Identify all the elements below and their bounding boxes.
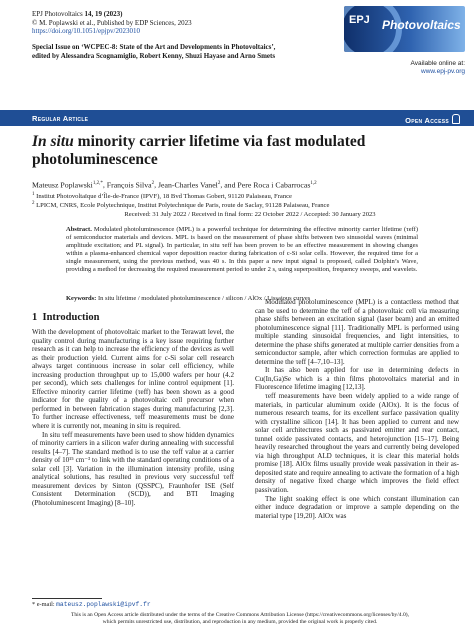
abstract-text: Modulated photoluminescence (MPL) is a powerful technique for determining the effective minority carrier lifetime (τeff) of semiconductor materials and devices. MPL is based on the measurement of phase shifts between two sinusoidal waves (minimal amplitude excitation; and PL signal). In particular, in situ τeff has been proven to be an effective measurement in showing changes within a plasma-enhanced chemical vapor deposition reactor during fabrication of c-Si solar cells. However, the required time for a single measurement, using the previous method, was 40 s. In this paper a new input signal is proposed, called Dolphin’s Wave, providing a method for decreasing the required measurement period to under 2 s, using superposition, frequency sweeps, and wavelets. <box>66 226 418 274</box>
author-2: , François Silva <box>102 180 152 190</box>
right-paragraph-2: It has also been applied for use in determining defects in Cu(In,Ga)Se which is a thin films photovoltaics material and in Fluorescence lifetime imaging [12,13]. <box>255 366 459 392</box>
footnote <box>32 601 151 608</box>
right-paragraph-4: The light soaking effect is one which constant illumination can either induce degradation or improve a sample depending on the material type [19,20]. AlOx was <box>255 494 459 520</box>
affiliation-2-number: 2 <box>32 201 35 206</box>
doi-link[interactable]: https://doi.org/10.1051/epjpv/2023010 <box>32 27 140 36</box>
title-main-part: minority carrier lifetime via fast modulated photoluminescence <box>32 133 366 168</box>
copyright-line: © M. Poplawski et al., Published by EDP Sciences, 2023 <box>32 18 192 27</box>
affiliation-1-number: 1 <box>32 192 35 197</box>
right-paragraph-3: τeff measurements have been widely applied to a wide range of materials, in particular aluminum oxide (AlOx). It is the focus of numerous research teams, for its excellent surface passivation quality with crystalline silicon [14]. It has been applied to current and new solar cell architectures such as passivated emitter and rear contact, tunnel oxide passivated contacts, and heterojunction [15–17]. Being heavily researched throughout the years and currently being developed via high throughput ALD techniques, it is clear this material holds promise [18]. AlOx films usually provide weak passivation in their as-deposited state and require annealing to activate the formation of a high density of negative fixed charge which improves the field effect passivation. <box>255 392 459 495</box>
author-list <box>32 179 452 190</box>
journal-header <box>32 10 332 36</box>
left-paragraph-1: With the development of photovoltaic market to the Terawatt level, the quality control during manufacturing is a key issue requiring further research as it can help to increase the efficiency of the devices as well as their production yield. Current aims for c-Si solar cell research always target continuous increase in solar cell efficiency, while increasing production throughput up to 15,000 wafers per hour (4.2 per second), which sets challenges for inline control equipment [1]. Effective minority carrier lifetime (τeff) has been shown as a good indicator for the quality of a photovoltaic cell precursor when performed in between fabrication stages during manufacturing [2,3]. To further increase effectiveness, τeff measurements must be done where it is currently not, meaning in situ is required. <box>32 328 234 431</box>
right-column <box>255 298 459 520</box>
left-column <box>32 328 234 507</box>
author-2-sup: 2 <box>151 181 155 186</box>
author-email-link[interactable]: mateusz.poplawski@ipvf.fr <box>56 601 151 608</box>
keywords-text: In situ lifetime / modulated photoluminescence / silicon / AlOx / Lissajous curves <box>96 295 311 302</box>
special-issue-block <box>32 43 352 60</box>
affiliation-2-text: LPICM, CNRS, Ecole Polytechnique, Institut Polytechnique de Paris, route de Saclay, 91128 Palaiseau, France <box>36 202 330 210</box>
logo-title-text: Photovoltaics <box>382 18 461 32</box>
section-heading <box>32 312 100 323</box>
regular-article-label: Regular Article <box>32 114 89 123</box>
footnote-marker: * <box>32 601 36 608</box>
author-1: Mateusz Poplawski <box>32 180 93 190</box>
author-4-sup: 1,2 <box>310 181 317 186</box>
left-paragraph-2: In situ τeff measurements have been used to show hidden dynamics of minority carriers in a silicon wafer during annealing with successful results [4–7]. The standard method is to use the τeff value at a carrier density of 10¹⁵ cm⁻³ to link with the standard operating conditions of a solar cell [3]. Variation in the illumination intensity profile, using analytical solutions, has resulted in previous very successful τeff measurement devices by Sinton (QSSPC), Fraunhofer ISE (Self Consistent Determination (SCD)), and BTI Imaging (Photoluminescent Imaging) [8–10]. <box>32 430 234 507</box>
open-lock-icon <box>452 114 460 124</box>
author-1-sup: 1,2,* <box>92 181 103 186</box>
author-4: , and Pere Roca i Cabarrocas <box>220 180 311 190</box>
abstract <box>66 226 418 275</box>
license-line-2: which permits unrestricted use, distribution, and reproduction in any medium, provided the original work is properly cited. <box>102 619 378 625</box>
logo-epj-text: EPJ <box>349 14 370 26</box>
journal-logo[interactable] <box>344 6 465 52</box>
open-access-label <box>405 114 460 125</box>
article-type-banner <box>0 110 474 126</box>
special-issue-line: Special Issue on ‘WCPEC-8: State of the Art and Developments in Photovoltaics’, <box>32 43 276 51</box>
footnote-rule <box>32 598 102 599</box>
right-paragraph-1: Modulated photoluminescence (MPL) is a contactless method that can be used to determine the τeff of a photovoltaic cell via measuring phase shifts between an excitation signal (laser beam) and an emitted photoluminescence signal [11]. Traditionally MPL is performed using multiple standing sinusoidal frequencies, and light intensities, to determine the phase shifts generated at multiple carrier densities from a semiconductor sample, after which correction formulas are applied to determine the τeff [4–7,10–13]. <box>255 298 459 366</box>
available-online-label: Available online at: <box>410 60 465 67</box>
footnote-label: e-mail: <box>36 601 55 608</box>
journal-volume: 14, 19 (2023) <box>84 10 123 18</box>
license-line-1: This is an Open Access article distributed under the terms of the Creative Commons Attribution License (https://creativecommons.org/licenses/by/4.0), <box>70 612 410 618</box>
affiliation-2 <box>32 200 452 210</box>
article-title <box>32 133 452 169</box>
open-access-text: Open Access <box>405 116 449 125</box>
affiliation-1-text: Institut Photovoltaïque d’Île-de-France (IPVF), 18 Bvd Thomas Gobert, 91120 Palaiseau, France <box>36 193 292 201</box>
received-dates: Received: 31 July 2022 / Received in final form: 22 October 2022 / Accepted: 30 January 2023 <box>124 211 376 218</box>
title-italic-part: In situ <box>32 133 74 150</box>
section-number: 1 <box>32 312 38 323</box>
author-3: , Jean-Charles Vanel <box>154 180 218 190</box>
journal-name: EPJ Photovoltaics <box>32 10 83 18</box>
abstract-label: Abstract. <box>66 226 92 233</box>
keywords-label: Keywords: <box>66 295 97 302</box>
license-notice <box>20 612 460 626</box>
journal-site-link[interactable]: www.epj-pv.org <box>421 68 465 75</box>
availability-block <box>344 60 465 76</box>
editors-line: edited by Alessandra Scognamiglio, Robert Kenny, Shuzi Hayase and Arno Smets <box>32 51 276 60</box>
author-3-sup: 2 <box>217 181 221 186</box>
section-title: Introduction <box>42 312 100 323</box>
